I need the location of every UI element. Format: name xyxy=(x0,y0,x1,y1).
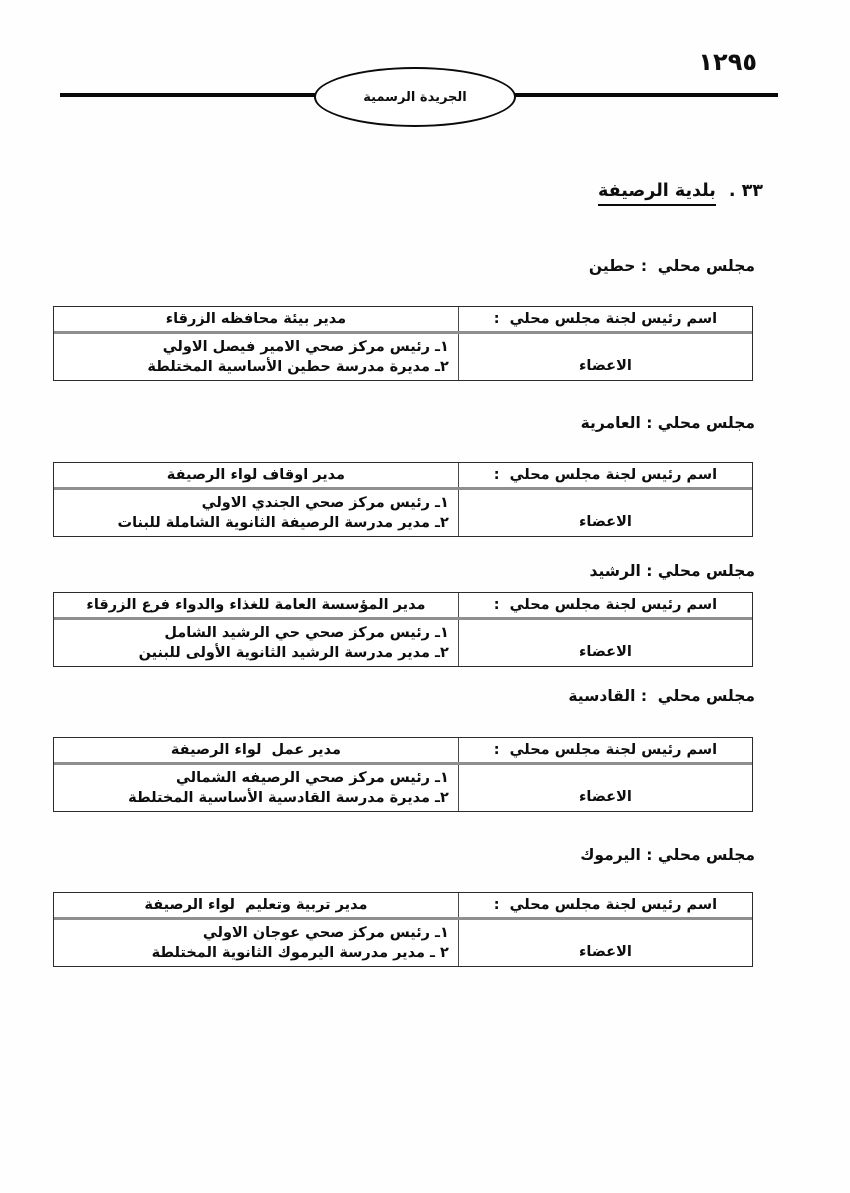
table-row-chairman xyxy=(54,593,752,620)
member-line: ٢ـ مديرة مدرسة حطين الأساسية المختلطة xyxy=(147,359,449,375)
chairman-value-cell: مدير بيئة محافظه الزرقاء xyxy=(165,311,347,327)
member-line: ٢ـ مديرة مدرسة القادسية الأساسية المختلطة xyxy=(128,790,449,806)
member-line: ٢ـ مدير مدرسة الرصيفة الثانوية الشاملة للبنات xyxy=(117,515,449,531)
council-table xyxy=(53,306,753,381)
member-line: ١ـ رئيس مركز صحي عوجان الاولي xyxy=(202,925,449,941)
chairman-value-cell: مدير عمل لواء الرصيفة xyxy=(170,742,341,758)
members-value-cell xyxy=(54,620,458,666)
table-row-chairman xyxy=(54,893,752,920)
council-heading: مجلس محلي : العامرية xyxy=(580,414,755,432)
council-heading: مجلس محلي : القادسية xyxy=(568,687,755,705)
table-row-members xyxy=(54,334,752,380)
member-line: ١ـ رئيس مركز صحي الرصيفه الشمالي xyxy=(175,770,449,786)
chairman-value-cell: مدير اوقاف لواء الرصيفة xyxy=(166,467,346,483)
council-table xyxy=(53,737,753,812)
chairman-label-cell: اسم رئيس لجنة مجلس محلي : xyxy=(458,463,752,487)
page-number: ١٢٩٥ xyxy=(698,48,757,76)
member-line: ١ـ رئيس مركز صحي حي الرشيد الشامل xyxy=(164,625,449,641)
section-title-text: بلدية الرصيفة xyxy=(598,181,716,206)
member-line: ١ـ رئيس مركز صحي الامير فيصل الاولي xyxy=(162,339,449,355)
gazette-oval xyxy=(314,67,516,127)
table-row-members xyxy=(54,490,752,536)
member-line: ١ـ رئيس مركز صحي الجندي الاولي xyxy=(201,495,449,511)
council-heading: مجلس محلي : حطين xyxy=(588,257,755,275)
members-value-cell xyxy=(54,334,458,380)
council-table xyxy=(53,892,753,967)
member-line: ٢ـ مدير مدرسة الرشيد الثانوية الأولى للبنين xyxy=(138,645,449,661)
chairman-value-cell: مدير المؤسسة العامة للغذاء والدواء فرع الزرقاء xyxy=(86,597,426,613)
table-row-members xyxy=(54,620,752,666)
section-number: ٣٣ . xyxy=(728,181,763,201)
members-label-cell: الاعضاء xyxy=(458,620,752,666)
members-label-cell: الاعضاء xyxy=(458,765,752,811)
table-row-members xyxy=(54,765,752,811)
members-value-cell xyxy=(54,920,458,966)
chairman-label-cell: اسم رئيس لجنة مجلس محلي : xyxy=(458,593,752,617)
members-label-cell: الاعضاء xyxy=(458,920,752,966)
council-table xyxy=(53,462,753,537)
chairman-label-cell: اسم رئيس لجنة مجلس محلي : xyxy=(458,307,752,331)
gazette-title: الجريدة الرسمية xyxy=(363,89,467,105)
table-row-members xyxy=(54,920,752,966)
table-row-chairman xyxy=(54,463,752,490)
members-value-cell xyxy=(54,490,458,536)
table-row-chairman xyxy=(54,307,752,334)
members-label-cell: الاعضاء xyxy=(458,334,752,380)
council-heading: مجلس محلي : الرشيد xyxy=(589,562,755,580)
council-heading: مجلس محلي : اليرموك xyxy=(580,846,755,864)
members-value-cell xyxy=(54,765,458,811)
council-table xyxy=(53,592,753,667)
section-title xyxy=(598,181,763,206)
member-line: ٢ ـ مدير مدرسة اليرموك الثانوية المختلطة xyxy=(151,945,449,961)
members-label-cell: الاعضاء xyxy=(458,490,752,536)
chairman-value-cell: مدير تربية وتعليم لواء الرصيفة xyxy=(144,897,368,913)
table-row-chairman xyxy=(54,738,752,765)
chairman-label-cell: اسم رئيس لجنة مجلس محلي : xyxy=(458,893,752,917)
chairman-label-cell: اسم رئيس لجنة مجلس محلي : xyxy=(458,738,752,762)
